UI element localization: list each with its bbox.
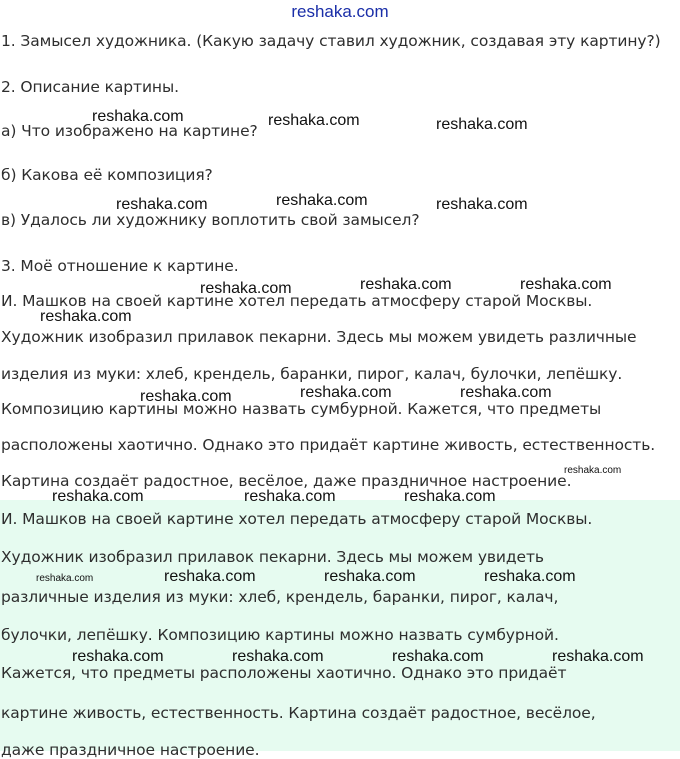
answer-line: картине живость, естественность. Картина создаёт радостное, весёлое, (1, 704, 596, 722)
essay-line: Композицию картины можно назвать сумбурной. Кажется, что предметы (1, 400, 602, 418)
watermark: reshaka.com (300, 384, 392, 401)
plan-question-2: 2. Описание картины. (1, 78, 179, 96)
watermark: reshaka.com (164, 568, 256, 585)
answer-line: Художник изобразил прилавок пекарни. Здесь мы можем увидеть (1, 548, 544, 566)
watermark: reshaka.com (392, 648, 484, 665)
plan-question-2c: в) Удалось ли художнику воплотить свой замысел? (1, 211, 420, 229)
watermark: reshaka.com (404, 488, 496, 505)
watermark: reshaka.com (200, 280, 292, 297)
watermark: reshaka.com (564, 465, 622, 476)
answer-line: Кажется, что предметы расположены хаотично. Однако это придаёт (1, 664, 567, 682)
watermark: reshaka.com (36, 573, 94, 584)
essay-line: И. Машков на своей картине хотел передать атмосферу старой Москвы. (1, 292, 593, 310)
essay-line: Художник изобразил прилавок пекарни. Здесь мы можем увидеть различные (1, 328, 637, 346)
watermark: reshaka.com (244, 488, 336, 505)
watermark: reshaka.com (360, 276, 452, 293)
watermark: reshaka.com (324, 568, 416, 585)
plan-question-1: 1. Замысел художника. (Какую задачу ставил художник, создавая эту картину?) (1, 32, 661, 50)
watermark: reshaka.com (484, 568, 576, 585)
watermark: reshaka.com (520, 276, 612, 293)
watermark: reshaka.com (140, 388, 232, 405)
answer-line: различные изделия из муки: хлеб, крендель, баранки, пирог, калач, (1, 588, 559, 606)
watermark: reshaka.com (116, 196, 208, 213)
answer-line: даже праздничное настроение. (1, 741, 260, 759)
answer-line: И. Машков на своей картине хотел передать атмосферу старой Москвы. (1, 510, 593, 528)
watermark: reshaka.com (436, 196, 528, 213)
watermark: reshaka.com (268, 112, 360, 129)
plan-question-3: 3. Моё отношение к картине. (1, 257, 239, 275)
plan-question-2b: б) Какова её композиция? (1, 166, 213, 184)
essay-line: расположены хаотично. Однако это придаёт картине живость, естественность. (1, 436, 656, 454)
watermark: reshaka.com (52, 488, 144, 505)
watermark: reshaka.com (276, 192, 368, 209)
watermark: reshaka.com (92, 108, 184, 125)
watermark: reshaka.com (436, 116, 528, 133)
watermark: reshaka.com (460, 384, 552, 401)
watermark: reshaka.com (552, 648, 644, 665)
essay-line: изделия из муки: хлеб, крендель, баранки, пирог, калач, булочки, лепёшку. (1, 365, 623, 383)
watermark: reshaka.com (40, 308, 132, 325)
plan-question-2a: а) Что изображено на картине? (1, 122, 258, 140)
watermark: reshaka.com (72, 648, 164, 665)
answer-line: булочки, лепёшку. Композицию картины можно назвать сумбурной. (1, 626, 559, 644)
header-watermark: reshaka.com (291, 2, 389, 21)
watermark: reshaka.com (232, 648, 324, 665)
essay-line: Картина создаёт радостное, весёлое, даже праздничное настроение. (1, 472, 572, 490)
